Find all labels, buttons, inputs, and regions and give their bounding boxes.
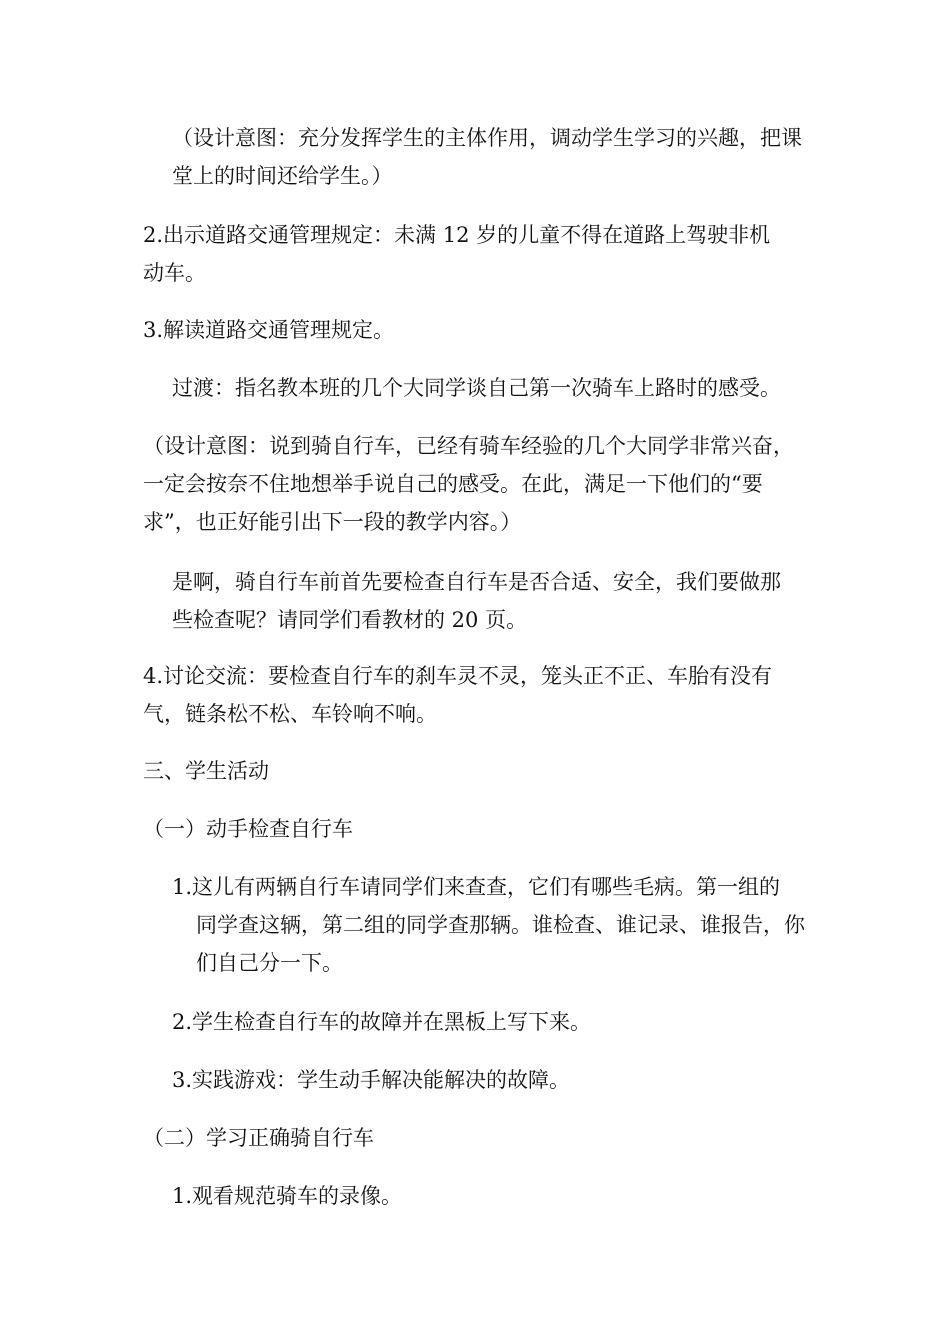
text-line: 3.解读道路交通管理规定。 bbox=[143, 318, 395, 342]
text-line: 过渡：指名教本班的几个大同学谈自己第一次骑车上路时的感受。 bbox=[172, 376, 781, 400]
text-line: 动车。 bbox=[143, 261, 206, 285]
text-line: 2.学生检查自行车的故障并在黑板上写下来。 bbox=[172, 1010, 592, 1034]
list-item-2-traffic-rule bbox=[143, 216, 770, 292]
transition-paragraph bbox=[172, 369, 781, 407]
text-line: 1.这儿有两辆自行车请同学们来查查，它们有哪些毛病。第一组的 bbox=[172, 875, 781, 899]
list-item-3-interpret-rule bbox=[143, 311, 394, 349]
text-line: 3.实践游戏：学生动手解决能解决的故障。 bbox=[172, 1068, 571, 1092]
text-line: 求”，也正好能引出下一段的教学内容。） bbox=[143, 510, 522, 534]
activity-item-3 bbox=[172, 1061, 570, 1099]
text-line: 堂上的时间还给学生。） bbox=[172, 164, 393, 188]
activity-item-2 bbox=[172, 1003, 591, 1041]
subsection-heading-ride-correctly bbox=[143, 1119, 374, 1157]
design-intent-paragraph-2 bbox=[143, 427, 794, 541]
text-line: 1.观看规范骑车的录像。 bbox=[172, 1184, 403, 1208]
text-line: 气，链条松不松、车铃响不响。 bbox=[143, 702, 437, 726]
subsection-heading-check-bicycle bbox=[143, 810, 353, 848]
section-heading-student-activity bbox=[143, 752, 269, 790]
text-line: 4.讨论交流：要检查自行车的刹车灵不灵，笼头正不正、车胎有没有 bbox=[143, 664, 773, 688]
text-line: （二）学习正确骑自行车 bbox=[143, 1126, 374, 1150]
text-line: （一）动手检查自行车 bbox=[143, 817, 353, 841]
ride-item-1 bbox=[172, 1177, 402, 1215]
text-line: 同学查这辆，第二组的同学查那辆。谁检查、谁记录、谁报告，你 bbox=[196, 913, 805, 937]
text-line: 三、学生活动 bbox=[143, 759, 269, 783]
list-item-4-discussion bbox=[143, 657, 772, 733]
text-line: 们自己分一下。 bbox=[196, 951, 343, 975]
text-line: （设计意图：充分发挥学生的主体作用，调动学生学习的兴趣，把课 bbox=[172, 126, 802, 150]
text-line: 2.出示道路交通管理规定：未满 12 岁的儿童不得在道路上驾驶非机 bbox=[143, 223, 771, 247]
text-line: （设计意图：说到骑自行车，已经有骑车经验的几个大同学非常兴奋， bbox=[143, 434, 794, 458]
text-line: 是啊，骑自行车前首先要检查自行车是否合适、安全，我们要做那 bbox=[172, 570, 781, 594]
design-intent-paragraph-1 bbox=[172, 119, 802, 195]
text-line: 些检查呢？请同学们看教材的 20 页。 bbox=[172, 608, 528, 632]
text-line: 一定会按奈不住地想举手说自己的感受。在此，满足一下他们的“要 bbox=[143, 472, 763, 496]
check-bicycle-intro-paragraph bbox=[172, 563, 781, 639]
activity-item-1 bbox=[172, 868, 805, 982]
